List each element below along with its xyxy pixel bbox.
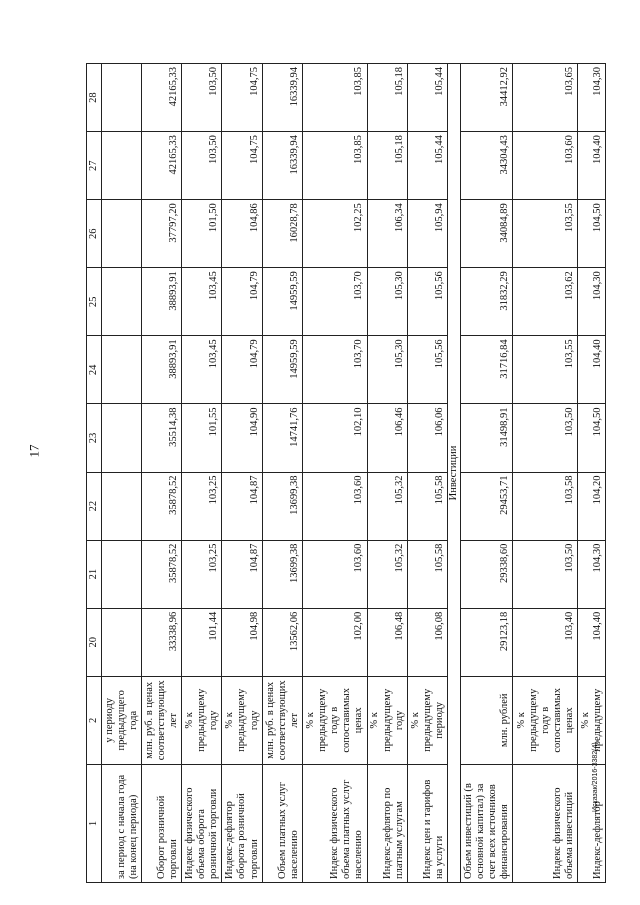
row-unit: % к предыдущему году в сопоставимых ценах: [513, 676, 578, 764]
value-cell: 13699,38: [262, 472, 302, 540]
row-unit: млн. руб. в ценах соответствующих лет: [142, 676, 182, 764]
value-cell: 14959,59: [262, 336, 302, 404]
header-cell: 21: [87, 540, 102, 608]
value-cell: 103,70: [302, 268, 367, 336]
row-label: Индекс-дефлятор: [578, 764, 606, 882]
value-cell: 38893,91: [142, 336, 182, 404]
row-label: Индекс-дефлятор по платным услугам: [367, 764, 407, 882]
table-row: [262, 64, 302, 883]
value-cell: 103,60: [302, 472, 367, 540]
value-cell: 104,79: [222, 268, 262, 336]
value-cell: 103,50: [182, 64, 222, 132]
row-label: Индекс цен и тарифов на услуги: [407, 764, 447, 882]
value-cell: 14741,76: [262, 404, 302, 472]
value-cell: 103,40: [513, 608, 578, 676]
value-cell: 35878,52: [142, 540, 182, 608]
value-cell: 102,25: [302, 200, 367, 268]
section-title: Инвестиции: [447, 64, 460, 883]
value-cell: 103,65: [513, 64, 578, 132]
value-cell: 13562,06: [262, 608, 302, 676]
value-cell: 29123,18: [460, 608, 512, 676]
value-cell: 105,44: [407, 132, 447, 200]
value-cell: 103,25: [182, 472, 222, 540]
value-cell: 104,50: [578, 404, 606, 472]
row-unit: % к предыдущему году: [367, 676, 407, 764]
rotated-table-container: [86, 63, 606, 883]
value-cell: 37797,20: [142, 200, 182, 268]
value-cell: 103,85: [302, 64, 367, 132]
value-cell: 105,94: [407, 200, 447, 268]
value-cell: 31832,29: [460, 268, 512, 336]
value-cell: 103,60: [513, 132, 578, 200]
value-cell: 104,75: [222, 64, 262, 132]
value-cell: 13699,38: [262, 540, 302, 608]
value-cell: 29453,71: [460, 472, 512, 540]
header-cell: 27: [87, 132, 102, 200]
value-cell: 31498,91: [460, 404, 512, 472]
value-cell: 104,79: [222, 336, 262, 404]
value-cell: 104,20: [578, 472, 606, 540]
value-cell: 104,75: [222, 132, 262, 200]
value-cell: 42165,33: [142, 64, 182, 132]
value-cell: [102, 608, 142, 676]
value-cell: 103,50: [513, 540, 578, 608]
value-cell: 34084,89: [460, 200, 512, 268]
header-cell: 28: [87, 64, 102, 132]
header-cell: 1: [87, 764, 102, 882]
value-cell: 104,50: [578, 200, 606, 268]
row-unit: % к предыдущему году: [222, 676, 262, 764]
row-unit: % к предыдущему периоду: [407, 676, 447, 764]
value-cell: 104,90: [222, 404, 262, 472]
row-unit: млн. рублей: [460, 676, 512, 764]
header-cell: 22: [87, 472, 102, 540]
value-cell: 103,70: [302, 336, 367, 404]
value-cell: 103,58: [513, 472, 578, 540]
value-cell: [102, 64, 142, 132]
value-cell: 104,30: [578, 268, 606, 336]
value-cell: 105,32: [367, 472, 407, 540]
row-label: Индекс физического объема оборота розничной торговли: [182, 764, 222, 882]
row-unit: млн. руб. в ценах соответствующих лет: [262, 676, 302, 764]
value-cell: 105,18: [367, 64, 407, 132]
header-cell: 25: [87, 268, 102, 336]
value-cell: 102,10: [302, 404, 367, 472]
table-row: [302, 64, 367, 883]
row-label: Объем инвестиций (в основной капитал) за счет всех источников финансирования: [460, 764, 512, 882]
value-cell: 16339,94: [262, 132, 302, 200]
value-cell: 105,18: [367, 132, 407, 200]
value-cell: 104,40: [578, 608, 606, 676]
row-label: Индекс физического объема платных услуг населению: [302, 764, 367, 882]
value-cell: [102, 268, 142, 336]
row-label: Индекс-дефлятор оборота розничной торговли: [222, 764, 262, 882]
header-cell: 2: [87, 676, 102, 764]
value-cell: 105,32: [367, 540, 407, 608]
value-cell: 105,30: [367, 268, 407, 336]
value-cell: 101,55: [182, 404, 222, 472]
value-cell: 31716,84: [460, 336, 512, 404]
value-cell: 106,34: [367, 200, 407, 268]
table-row: [367, 64, 407, 883]
value-cell: 104,40: [578, 132, 606, 200]
value-cell: 105,56: [407, 268, 447, 336]
value-cell: 104,30: [578, 64, 606, 132]
value-cell: 103,85: [302, 132, 367, 200]
value-cell: 103,55: [513, 200, 578, 268]
value-cell: 29338,60: [460, 540, 512, 608]
value-cell: 103,45: [182, 336, 222, 404]
value-cell: 35514,38: [142, 404, 182, 472]
value-cell: 34304,43: [460, 132, 512, 200]
row-unit: % к предыдущему году в сопоставимых ценах: [302, 676, 367, 764]
data-table: [86, 63, 606, 883]
value-cell: 103,55: [513, 336, 578, 404]
row-unit: % к предыдущему: [578, 676, 606, 764]
value-cell: 42165,33: [142, 132, 182, 200]
value-cell: [102, 200, 142, 268]
table-row: [142, 64, 182, 883]
value-cell: 14959,59: [262, 268, 302, 336]
value-cell: 103,50: [513, 404, 578, 472]
table-row: [578, 64, 606, 883]
header-cell: 26: [87, 200, 102, 268]
row-unit: у периоду предыдущего года: [102, 676, 142, 764]
value-cell: [102, 472, 142, 540]
value-cell: 103,50: [182, 132, 222, 200]
value-cell: 106,06: [407, 404, 447, 472]
table-row: [407, 64, 447, 883]
value-cell: 105,30: [367, 336, 407, 404]
row-label: за период с начала года (на конец периода): [102, 764, 142, 882]
value-cell: 105,56: [407, 336, 447, 404]
page-number: 17: [26, 444, 42, 458]
value-cell: 104,87: [222, 540, 262, 608]
value-cell: 103,25: [182, 540, 222, 608]
value-cell: 106,46: [367, 404, 407, 472]
header-row: [87, 64, 102, 883]
value-cell: 103,45: [182, 268, 222, 336]
row-label: Оборот розничной торговли: [142, 764, 182, 882]
value-cell: [102, 132, 142, 200]
value-cell: 16028,78: [262, 200, 302, 268]
value-cell: 106,48: [367, 608, 407, 676]
value-cell: 103,62: [513, 268, 578, 336]
header-cell: 24: [87, 336, 102, 404]
value-cell: 34412,92: [460, 64, 512, 132]
value-cell: 16339,94: [262, 64, 302, 132]
value-cell: 105,58: [407, 540, 447, 608]
value-cell: 104,86: [222, 200, 262, 268]
table-row: [182, 64, 222, 883]
value-cell: [102, 336, 142, 404]
value-cell: [102, 540, 142, 608]
row-label: Объем платных услуг населению: [262, 764, 302, 882]
table-row: [102, 64, 142, 883]
value-cell: 103,60: [302, 540, 367, 608]
value-cell: [102, 404, 142, 472]
value-cell: 104,40: [578, 336, 606, 404]
value-cell: 35878,52: [142, 472, 182, 540]
value-cell: 104,30: [578, 540, 606, 608]
value-cell: 101,44: [182, 608, 222, 676]
table-row: [513, 64, 578, 883]
value-cell: 106,08: [407, 608, 447, 676]
value-cell: 105,44: [407, 64, 447, 132]
value-cell: 105,58: [407, 472, 447, 540]
header-cell: 23: [87, 404, 102, 472]
value-cell: 38893,91: [142, 268, 182, 336]
section-row: [447, 64, 460, 883]
document-stamp: Исказак/2016-3382(4): [592, 742, 599, 812]
table-row: [460, 64, 512, 883]
value-cell: 104,98: [222, 608, 262, 676]
value-cell: 101,50: [182, 200, 222, 268]
value-cell: 33338,96: [142, 608, 182, 676]
value-cell: 104,87: [222, 472, 262, 540]
row-label: Индекс физического объема инвестиций: [513, 764, 578, 882]
value-cell: 102,00: [302, 608, 367, 676]
row-unit: % к предыдущему году: [182, 676, 222, 764]
header-cell: 20: [87, 608, 102, 676]
table-row: [222, 64, 262, 883]
